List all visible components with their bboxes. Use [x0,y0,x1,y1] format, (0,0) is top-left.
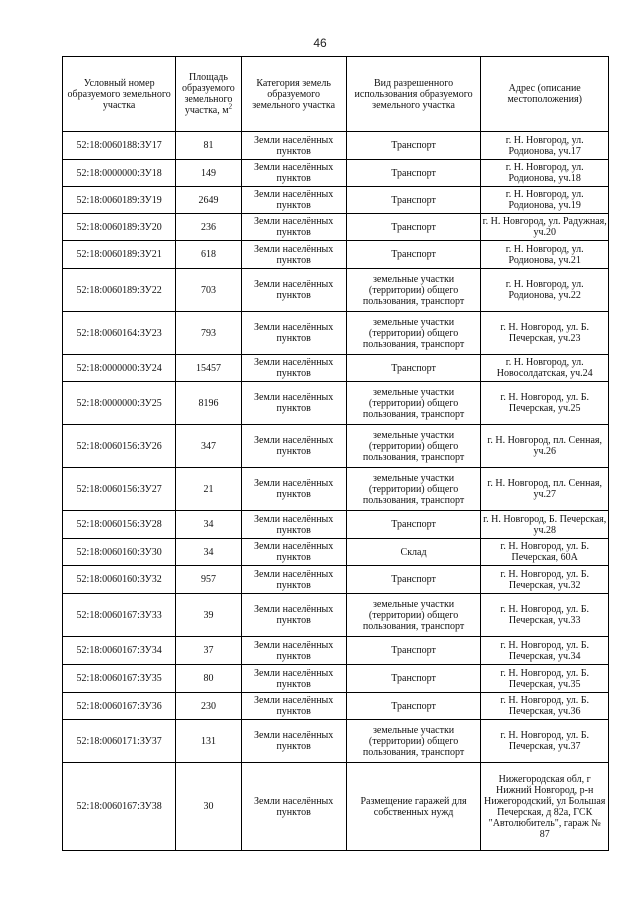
cell-area: 34 [176,511,241,539]
cell-category: Земли населённых пунктов [241,241,346,269]
cell-number: 52:18:0060167:ЗУ34 [63,637,176,665]
cell-address: г. Н. Новгород, ул. Родионова, уч.19 [481,187,609,214]
header-area-unit-exponent: 2 [228,102,233,111]
cell-number: 52:18:0060160:ЗУ30 [63,539,176,566]
cell-address: г. Н. Новгород, ул. Б. Печерская, 60А [481,539,609,566]
cell-area: 8196 [176,382,241,425]
cell-category: Земли населённых пунктов [241,566,346,594]
cell-use: Транспорт [346,693,481,720]
cell-address: г. Н. Новгород, ул. Б. Печерская, уч.23 [481,312,609,355]
cell-number: 52:18:0000000:ЗУ25 [63,382,176,425]
header-area-text: Площадь образуемого земельного участка, м [182,72,235,116]
cell-address: г. Н. Новгород, Б. Печерская, уч.28 [481,511,609,539]
cell-address: г. Н. Новгород, ул. Б. Печерская, уч.25 [481,382,609,425]
cell-address: г. Н. Новгород, ул. Родионова, уч.18 [481,160,609,187]
cell-number: 52:18:0060167:ЗУ35 [63,665,176,693]
table-row [63,468,609,511]
cell-category: Земли населённых пунктов [241,665,346,693]
cell-category: Земли населённых пунктов [241,637,346,665]
cell-number: 52:18:0060188:ЗУ17 [63,132,176,160]
cell-number: 52:18:0060156:ЗУ27 [63,468,176,511]
cell-category: Земли населённых пунктов [241,594,346,637]
table-row [63,214,609,241]
cell-address: г. Н. Новгород, пл. Сенная, уч.27 [481,468,609,511]
cell-area: 37 [176,637,241,665]
page-number: 46 [313,36,327,50]
cell-number: 52:18:0060189:ЗУ21 [63,241,176,269]
cell-area: 131 [176,720,241,763]
cell-area: 236 [176,214,241,241]
cell-address: г. Н. Новгород, ул. Б. Печерская, уч.33 [481,594,609,637]
cell-use: Транспорт [346,665,481,693]
cell-number: 52:18:0060160:ЗУ32 [63,566,176,594]
table-row [63,665,609,693]
cell-area: 15457 [176,355,241,382]
cell-area: 618 [176,241,241,269]
cell-number: 52:18:0060167:ЗУ33 [63,594,176,637]
table-row [63,566,609,594]
cell-category: Земли населённых пунктов [241,425,346,468]
table-row [63,160,609,187]
cell-category: Земли населённых пунктов [241,355,346,382]
cell-area: 957 [176,566,241,594]
cell-area: 793 [176,312,241,355]
cell-use: Транспорт [346,160,481,187]
cell-number: 52:18:0060156:ЗУ26 [63,425,176,468]
cell-number: 52:18:0060189:ЗУ22 [63,269,176,312]
cell-area: 39 [176,594,241,637]
cell-use: земельные участки (территории) общего пользования, транспорт [346,269,481,312]
table-row [63,594,609,637]
table-row [63,355,609,382]
cell-use: Транспорт [346,355,481,382]
cell-area: 34 [176,539,241,566]
cell-area: 2649 [176,187,241,214]
cell-number: 52:18:0000000:ЗУ24 [63,355,176,382]
cell-use: земельные участки (территории) общего пользования, транспорт [346,594,481,637]
table-row [63,693,609,720]
cell-number: 52:18:0060164:ЗУ23 [63,312,176,355]
cell-use: Транспорт [346,214,481,241]
header-use: Вид разрешенного использования образуемого земельного участка [346,57,481,132]
cell-use: Транспорт [346,241,481,269]
table-row [63,269,609,312]
cell-use: Транспорт [346,187,481,214]
cell-use: Транспорт [346,566,481,594]
cell-number: 52:18:0060156:ЗУ28 [63,511,176,539]
cell-category: Земли населённых пунктов [241,382,346,425]
cell-address: г. Н. Новгород, ул. Радужная, уч.20 [481,214,609,241]
cell-use: земельные участки (территории) общего пользования, транспорт [346,312,481,355]
table-row [63,637,609,665]
cell-number: 52:18:0060189:ЗУ20 [63,214,176,241]
cell-area: 703 [176,269,241,312]
header-number: Условный номер образуемого земельного участка [63,57,176,132]
table-row [63,763,609,851]
cell-category: Земли населённых пунктов [241,312,346,355]
cell-use: земельные участки (территории) общего пользования, транспорт [346,382,481,425]
cell-use: земельные участки (территории) общего пользования, транспорт [346,720,481,763]
table-row [63,511,609,539]
cell-category: Земли населённых пунктов [241,269,346,312]
table-header-row [63,57,609,132]
cell-address: г. Н. Новгород, ул. Родионова, уч.21 [481,241,609,269]
table-row [63,312,609,355]
cell-area: 149 [176,160,241,187]
table-row [63,241,609,269]
header-category: Категория земель образуемого земельного участка [241,57,346,132]
table-row [63,382,609,425]
table-row [63,539,609,566]
header-area [176,57,241,132]
cell-area: 347 [176,425,241,468]
header-address: Адрес (описание местоположения) [481,57,609,132]
cell-area: 80 [176,665,241,693]
cell-category: Земли населённых пунктов [241,511,346,539]
cell-number: 52:18:0060167:ЗУ36 [63,693,176,720]
cell-use: Транспорт [346,511,481,539]
cell-area: 30 [176,763,241,851]
cell-use: Склад [346,539,481,566]
cell-category: Земли населённых пунктов [241,539,346,566]
cell-address: г. Н. Новгород, ул. Новосолдатская, уч.24 [481,355,609,382]
cell-area: 21 [176,468,241,511]
cell-category: Земли населённых пунктов [241,214,346,241]
cell-address: г. Н. Новгород, ул. Б. Печерская, уч.37 [481,720,609,763]
cell-category: Земли населённых пунктов [241,187,346,214]
cell-use: Транспорт [346,637,481,665]
cell-category: Земли населённых пунктов [241,468,346,511]
cell-category: Земли населённых пунктов [241,132,346,160]
table-row [63,132,609,160]
cell-category: Земли населённых пунктов [241,720,346,763]
cell-address: г. Н. Новгород, пл. Сенная, уч.26 [481,425,609,468]
cell-category: Земли населённых пунктов [241,160,346,187]
cell-address: г. Н. Новгород, ул. Б. Печерская, уч.34 [481,637,609,665]
cell-address: Нижегородская обл, г Нижний Новгород, р-н Нижегородский, ул Большая Печерская, д 82а, ГСК "Автолюбитель", гараж № 87 [481,763,609,851]
cell-address: г. Н. Новгород, ул. Б. Печерская, уч.36 [481,693,609,720]
cell-area: 81 [176,132,241,160]
cell-number: 52:18:0000000:ЗУ18 [63,160,176,187]
cell-address: г. Н. Новгород, ул. Родионова, уч.22 [481,269,609,312]
cell-number: 52:18:0060171:ЗУ37 [63,720,176,763]
cell-area: 230 [176,693,241,720]
cell-address: г. Н. Новгород, ул. Родионова, уч.17 [481,132,609,160]
table-row [63,720,609,763]
cell-address: г. Н. Новгород, ул. Б. Печерская, уч.32 [481,566,609,594]
cell-category: Земли населённых пунктов [241,763,346,851]
table-row [63,187,609,214]
cell-use: Размещение гаражей для собственных нужд [346,763,481,851]
cell-address: г. Н. Новгород, ул. Б. Печерская, уч.35 [481,665,609,693]
cell-use: земельные участки (территории) общего пользования, транспорт [346,468,481,511]
cell-number: 52:18:0060167:ЗУ38 [63,763,176,851]
cell-use: земельные участки (территории) общего пользования, транспорт [346,425,481,468]
cell-category: Земли населённых пунктов [241,693,346,720]
table-row [63,425,609,468]
cell-number: 52:18:0060189:ЗУ19 [63,187,176,214]
cell-use: Транспорт [346,132,481,160]
land-plots-table [62,56,609,851]
